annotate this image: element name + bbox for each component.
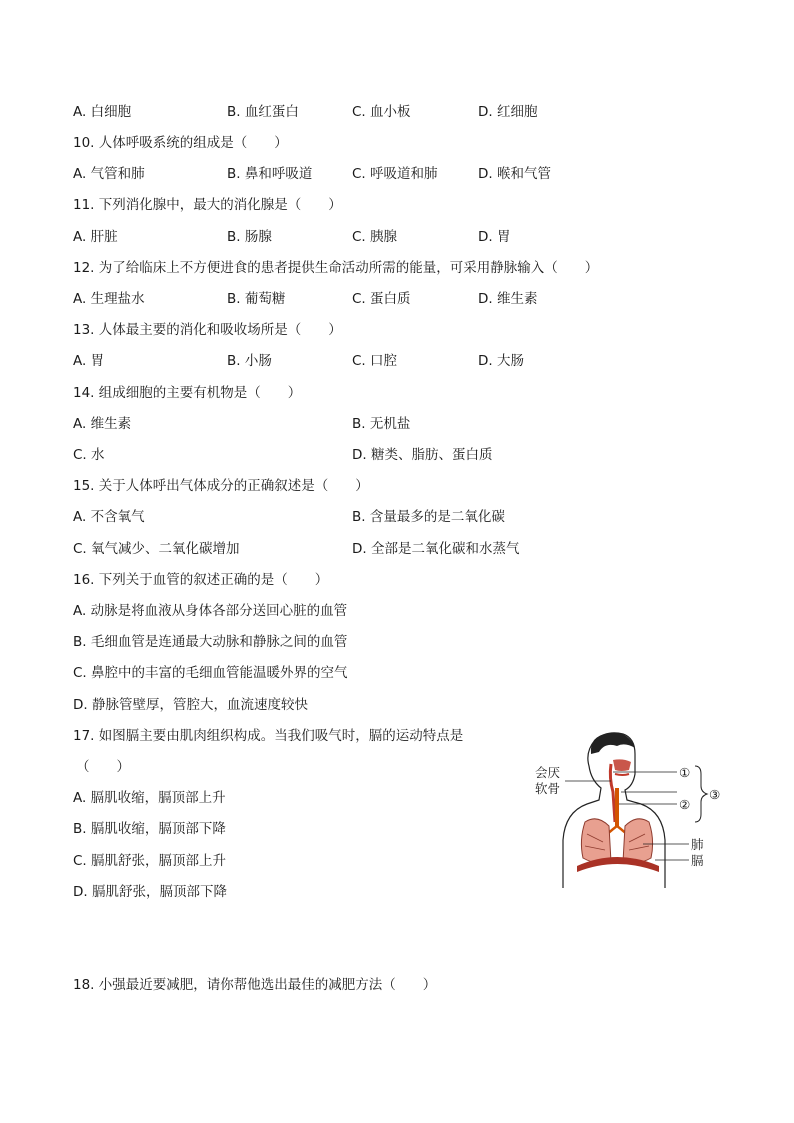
label-2: ②	[679, 797, 691, 812]
label-diaphragm: 膈	[691, 853, 704, 868]
q15-stem: 15. 关于人体呼出气体成分的正确叙述是（ ）	[73, 478, 369, 494]
q10-option-d: D. 喉和气管	[478, 166, 551, 182]
q16-stem: 16. 下列关于血管的叙述正确的是（ ）	[73, 572, 329, 588]
q14-stem: 14. 组成细胞的主要有机物是（ ）	[73, 385, 302, 401]
q9-option-c: C. 血小板	[352, 104, 411, 120]
label-lung: 肺	[691, 837, 704, 852]
q11-option-d: D. 胃	[478, 229, 511, 245]
q17-option-b: B. 膈肌收缩，膈顶部下降	[73, 821, 226, 837]
q14-option-d: D. 糖类、脂肪、蛋白质	[352, 447, 493, 463]
q16-option-b: B. 毛细血管是连通最大动脉和静脉之间的血管	[73, 634, 348, 650]
mouth-shape	[615, 774, 629, 775]
q16-option-c: C. 鼻腔中的丰富的毛细血管能温暖外界的空气	[73, 665, 348, 681]
right-lung-shape	[623, 819, 653, 864]
label-1: ①	[679, 765, 691, 780]
q10-stem: 10. 人体呼吸系统的组成是（ ）	[73, 135, 288, 151]
q18-stem: 18. 小强最近要减肥，请你帮他选出最佳的减肥方法（ ）	[73, 977, 437, 993]
respiratory-system-figure	[525, 730, 735, 888]
q11-option-c: C. 胰腺	[352, 229, 398, 245]
q13-option-c: C. 口腔	[352, 353, 398, 369]
q13-option-b: B. 小肠	[227, 353, 272, 369]
q17-stem: 17. 如图膈主要由肌肉组织构成。当我们吸气时，膈的运动特点是	[73, 728, 464, 744]
q10-option-a: A. 气管和肺	[73, 166, 145, 182]
nasal-cavity-shape	[613, 759, 631, 771]
q15-option-d: D. 全部是二氧化碳和水蒸气	[352, 541, 520, 557]
label-3: ③	[709, 787, 721, 802]
q17-option-a: A. 膈肌收缩，膈顶部上升	[73, 790, 226, 806]
q13-stem: 13. 人体最主要的消化和吸收场所是（ ）	[73, 322, 342, 338]
q13-option-d: D. 大肠	[478, 353, 524, 369]
q17-answer-blank: （ ）	[76, 759, 130, 775]
q11-option-b: B. 肠腺	[227, 229, 272, 245]
label-epiglottis-line1: 会厌	[535, 765, 561, 780]
q12-option-a: A. 生理盐水	[73, 291, 145, 307]
q15-option-c: C. 氧气减少、二氧化碳增加	[73, 541, 240, 557]
q12-option-d: D. 维生素	[478, 291, 538, 307]
q15-option-b: B. 含量最多的是二氧化碳	[352, 509, 505, 525]
q15-option-a: A. 不含氧气	[73, 509, 145, 525]
q14-option-b: B. 无机盐	[352, 416, 411, 432]
left-lung-shape	[581, 819, 611, 864]
q13-option-a: A. 胃	[73, 353, 105, 369]
q12-stem: 12. 为了给临床上不方便进食的患者提供生命活动所需的能量，可采用静脉输入（ ）	[73, 260, 599, 276]
q14-option-c: C. 水	[73, 447, 105, 463]
q11-stem: 11. 下列消化腺中，最大的消化腺是（ ）	[73, 197, 342, 213]
q9-option-a: A. 白细胞	[73, 104, 132, 120]
brace-shape	[695, 766, 707, 822]
q9-option-b: B. 血红蛋白	[227, 104, 299, 120]
q17-option-d: D. 膈肌舒张，膈顶部下降	[73, 884, 227, 900]
q10-option-c: C. 呼吸道和肺	[352, 166, 438, 182]
q9-option-d: D. 红细胞	[478, 104, 538, 120]
q10-option-b: B. 鼻和呼吸道	[227, 166, 313, 182]
q16-option-d: D. 静脉管壁厚，管腔大，血流速度较快	[73, 697, 308, 713]
q14-option-a: A. 维生素	[73, 416, 132, 432]
q12-option-b: B. 葡萄糖	[227, 291, 286, 307]
respiratory-system-diagram	[525, 730, 735, 888]
q12-option-c: C. 蛋白质	[352, 291, 411, 307]
q17-option-c: C. 膈肌舒张，膈顶部上升	[73, 853, 227, 869]
label-epiglottis-line2: 软骨	[535, 781, 561, 796]
q16-option-a: A. 动脉是将血液从身体各部分送回心脏的血管	[73, 603, 348, 619]
q11-option-a: A. 肝脏	[73, 229, 118, 245]
